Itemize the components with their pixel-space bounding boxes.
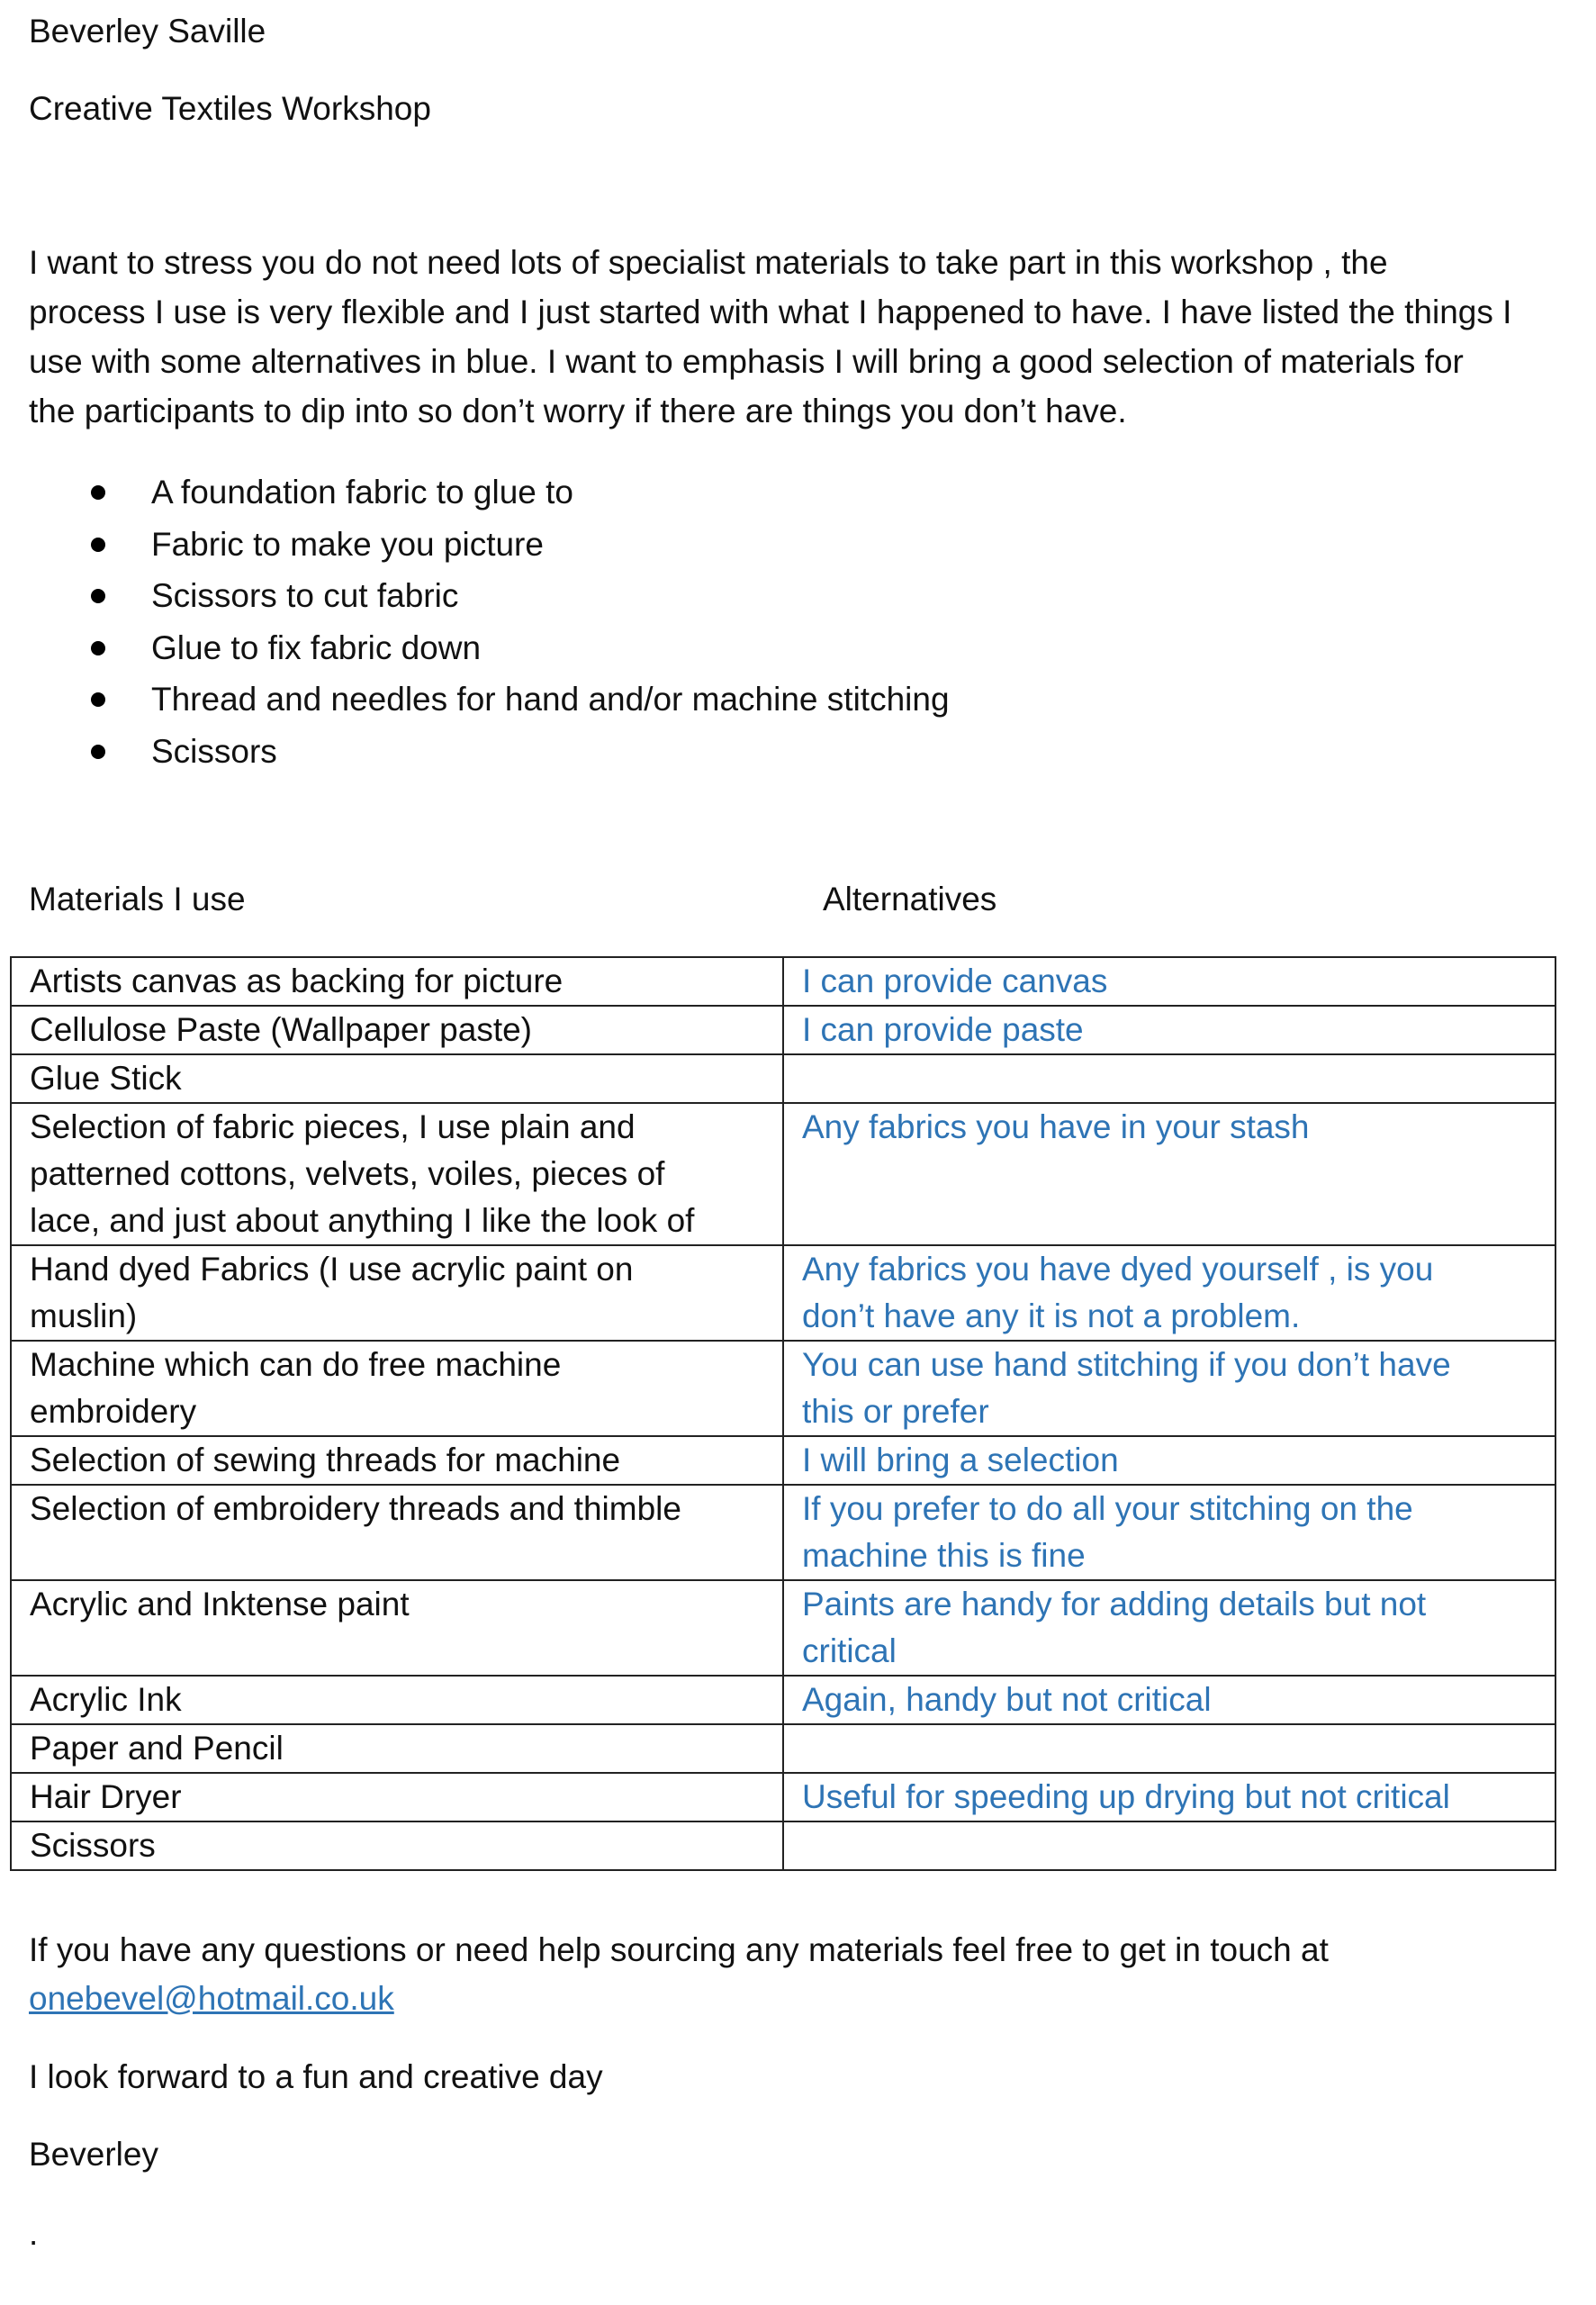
alternative-cell <box>783 1580 1555 1676</box>
material-text: Acrylic and Inktense paint <box>30 1586 410 1623</box>
bullet-dot-icon <box>91 538 105 552</box>
alternative-text: don’t have any it is not a problem. <box>802 1297 1301 1334</box>
intro-line: the participants to dip into so don’t worry if there are things you don’t have. <box>29 393 1127 429</box>
material-text: muslin) <box>30 1297 138 1334</box>
alternative-text: I will bring a selection <box>802 1442 1119 1478</box>
alternative-text: Again, handy but not critical <box>802 1681 1212 1718</box>
table-row <box>11 1006 1555 1054</box>
alternative-cell <box>783 1245 1555 1341</box>
alternatives-column-header: Alternatives <box>823 881 997 917</box>
workshop-title: Creative Textiles Workshop <box>29 90 431 127</box>
material-text: Selection of embroidery threads and thimble <box>30 1490 681 1527</box>
intro-paragraph <box>29 238 1577 436</box>
material-text: Hair Dryer <box>30 1778 182 1815</box>
bullet-dot-icon <box>91 589 105 603</box>
material-cell <box>11 1245 783 1341</box>
intro-line: use with some alternatives in blue. I want to emphasis I will bring a good selection of materials for <box>29 343 1464 380</box>
alternative-cell <box>783 1054 1555 1103</box>
table-row <box>11 1103 1555 1245</box>
material-cell <box>11 1485 783 1580</box>
materials-table <box>10 956 1556 1871</box>
table-row <box>11 1436 1555 1485</box>
material-text: Paper and Pencil <box>30 1730 284 1767</box>
bullet-item: Fabric to make you picture <box>0 519 1260 571</box>
bullet-dot-icon <box>91 692 105 707</box>
alternative-cell <box>783 1485 1555 1580</box>
material-cell <box>11 1724 783 1773</box>
alternative-text: Useful for speeding up drying but not critical <box>802 1778 1450 1815</box>
look-forward-line: I look forward to a fun and creative day <box>29 2058 603 2095</box>
material-text: lace, and just about anything I like the look of <box>30 1202 695 1239</box>
signoff-name: Beverley <box>29 2136 158 2173</box>
table-row <box>11 1773 1555 1821</box>
materials-table-body <box>11 957 1555 1870</box>
alternative-cell <box>783 957 1555 1006</box>
alternative-text: Paints are handy for adding details but not <box>802 1586 1427 1623</box>
material-cell <box>11 1436 783 1485</box>
alternative-cell <box>783 1821 1555 1870</box>
materials-bullet-list <box>0 466 1260 777</box>
table-row <box>11 1245 1555 1341</box>
alternative-text: I can provide canvas <box>802 963 1108 999</box>
alternative-cell <box>783 1773 1555 1821</box>
bullet-dot-icon <box>91 641 105 655</box>
material-text: embroidery <box>30 1393 197 1430</box>
bullet-dot-icon <box>91 485 105 500</box>
table-row <box>11 1676 1555 1724</box>
bullet-dot-icon <box>91 745 105 759</box>
bullet-item: Scissors <box>0 726 1260 778</box>
material-text: Machine which can do free machine <box>30 1346 562 1383</box>
material-cell <box>11 1773 783 1821</box>
questions-line: If you have any questions or need help sourcing any materials feel free to get in touch at <box>29 1931 1329 1968</box>
alternative-text: this or prefer <box>802 1393 989 1430</box>
author-name: Beverley Saville <box>29 13 266 50</box>
material-cell <box>11 1580 783 1676</box>
material-cell <box>11 1103 783 1245</box>
material-cell <box>11 957 783 1006</box>
material-text: Cellulose Paste (Wallpaper paste) <box>30 1011 532 1048</box>
contact-email-link[interactable]: onebevel@hotmail.co.uk <box>29 1980 394 2017</box>
table-row <box>11 1054 1555 1103</box>
table-row <box>11 1580 1555 1676</box>
material-cell <box>11 1006 783 1054</box>
alternative-cell <box>783 1006 1555 1054</box>
bullet-item: Glue to fix fabric down <box>0 622 1260 674</box>
material-cell <box>11 1676 783 1724</box>
material-text: Selection of sewing threads for machine <box>30 1442 621 1478</box>
material-text: Acrylic Ink <box>30 1681 182 1718</box>
table-row <box>11 1485 1555 1580</box>
trailing-mark: . <box>29 2215 39 2252</box>
material-cell <box>11 1054 783 1103</box>
material-text: patterned cottons, velvets, voiles, pieces of <box>30 1155 665 1192</box>
material-cell <box>11 1821 783 1870</box>
table-row <box>11 1724 1555 1773</box>
alternative-cell <box>783 1103 1555 1245</box>
alternative-text: critical <box>802 1632 897 1669</box>
intro-line: I want to stress you do not need lots of specialist materials to take part in this workshop , the <box>29 244 1388 281</box>
alternative-cell <box>783 1676 1555 1724</box>
material-cell <box>11 1341 783 1436</box>
material-text: Hand dyed Fabrics (I use acrylic paint on <box>30 1251 634 1288</box>
bullet-item: Scissors to cut fabric <box>0 570 1260 622</box>
intro-line: process I use is very flexible and I just started with what I happened to have. I have listed the things I <box>29 294 1512 330</box>
alternative-text: You can use hand stitching if you don’t have <box>802 1346 1451 1383</box>
alternative-cell <box>783 1436 1555 1485</box>
alternative-text: machine this is fine <box>802 1537 1086 1574</box>
alternative-text: Any fabrics you have in your stash <box>802 1108 1310 1145</box>
alternative-text: Any fabrics you have dyed yourself , is you <box>802 1251 1434 1288</box>
material-text: Artists canvas as backing for picture <box>30 963 564 999</box>
alternative-cell <box>783 1724 1555 1773</box>
materials-column-header: Materials I use <box>29 881 246 917</box>
alternative-cell <box>783 1341 1555 1436</box>
table-row <box>11 957 1555 1006</box>
material-text: Scissors <box>30 1827 156 1864</box>
bullet-item: Thread and needles for hand and/or machine stitching <box>0 673 1260 726</box>
table-row <box>11 1821 1555 1870</box>
material-text: Selection of fabric pieces, I use plain and <box>30 1108 636 1145</box>
material-text: Glue Stick <box>30 1060 182 1097</box>
alternative-text: I can provide paste <box>802 1011 1084 1048</box>
bullet-item: A foundation fabric to glue to <box>0 466 1260 519</box>
alternative-text: If you prefer to do all your stitching on the <box>802 1490 1413 1527</box>
table-row <box>11 1341 1555 1436</box>
